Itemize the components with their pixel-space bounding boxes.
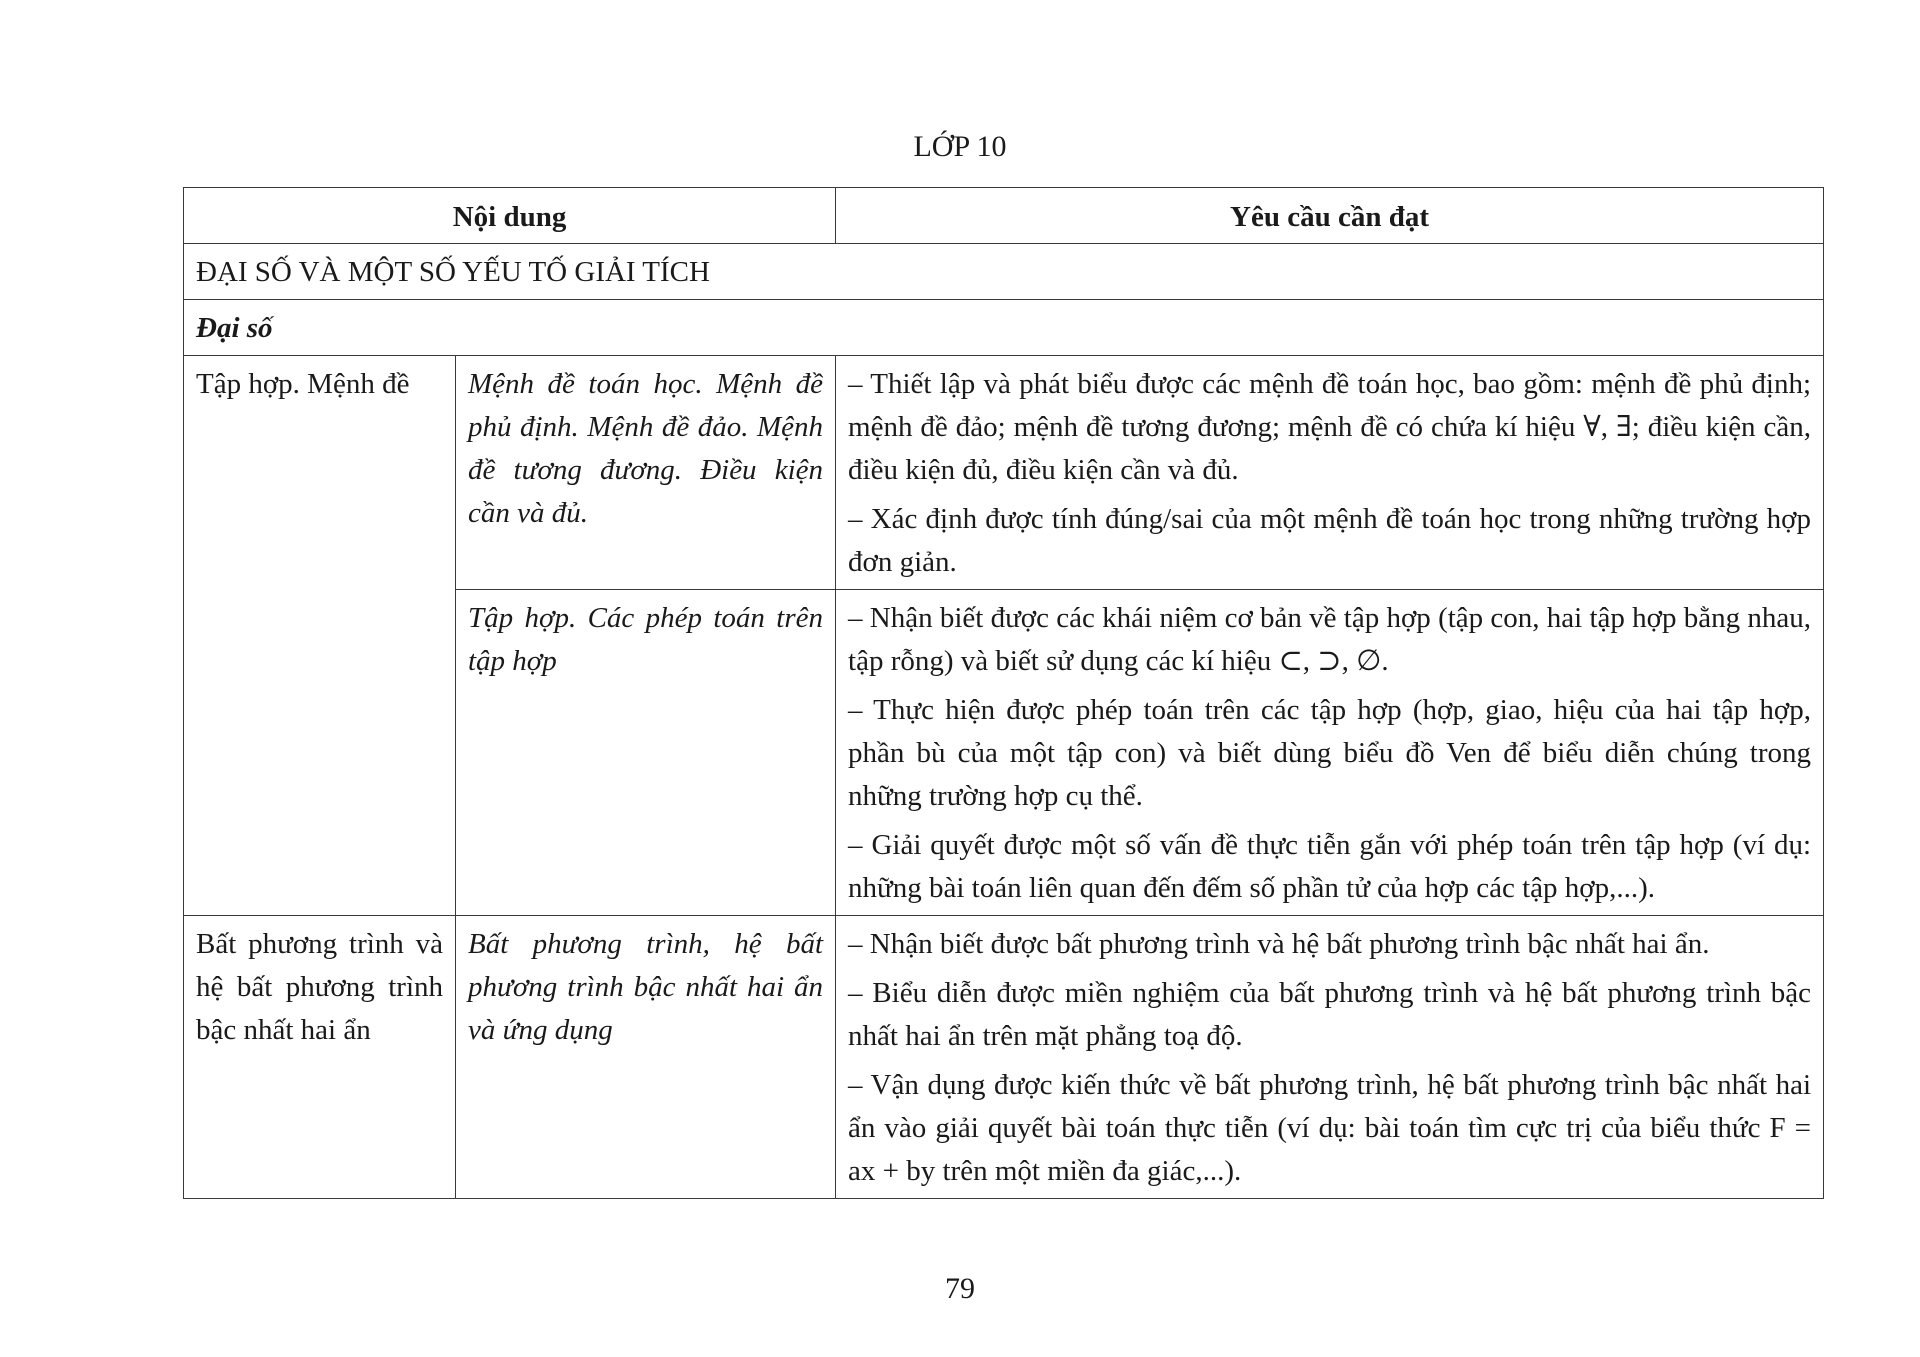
content-cell: Tập hợp. Các phép toán trên tập hợp <box>456 590 836 916</box>
header-requirement: Yêu cầu cần đạt <box>836 188 1824 244</box>
requirement-cell <box>836 590 1824 916</box>
page-title: LỚP 10 <box>913 130 1007 163</box>
requirement-item: – Biểu diễn được miền nghiệm của bất phương trình và hệ bất phương trình bậc nhất hai ẩn trên mặt phẳng toạ độ. <box>848 977 1812 1052</box>
requirement-cell <box>836 356 1824 590</box>
requirement-item: – Thực hiện được phép toán trên các tập hợp (hợp, giao, hiệu của hai tập hợp, phần bù của một tập con) và biết dùng biểu đồ Ven để biểu diễn chúng trong những trường hợp cụ thể. <box>848 694 1812 812</box>
table-row <box>184 356 1824 590</box>
requirement-item: – Nhận biết được bất phương trình và hệ bất phương trình bậc nhất hai ẩn. <box>848 928 1710 960</box>
topic-cell: Tập hợp. Mệnh đề <box>184 356 456 916</box>
requirement-item: – Nhận biết được các khái niệm cơ bản về tập hợp (tập con, hai tập hợp bằng nhau, tập rỗng) và biết sử dụng các kí hiệu ⊂, ⊃, ∅. <box>848 602 1812 677</box>
topic-cell: Bất phương trình và hệ bất phương trình bậc nhất hai ẩn <box>184 916 456 1199</box>
content-cell: Bất phương trình, hệ bất phương trình bậc nhất hai ẩn và ứng dụng <box>456 916 836 1199</box>
subsection-title: Đại số <box>184 300 1824 356</box>
subsection-row <box>184 300 1824 356</box>
section-title: ĐẠI SỐ VÀ MỘT SỐ YẾU TỐ GIẢI TÍCH <box>184 244 1824 300</box>
curriculum-table <box>183 187 1824 1199</box>
requirement-item: – Giải quyết được một số vấn đề thực tiễn gắn với phép toán trên tập hợp (ví dụ: những bài toán liên quan đến đếm số phần tử của hợp các tập hợp,...). <box>848 829 1812 904</box>
table-row <box>184 916 1824 1199</box>
requirement-cell <box>836 916 1824 1199</box>
requirement-item: – Thiết lập và phát biểu được các mệnh đề toán học, bao gồm: mệnh đề phủ định; mệnh đề đảo; mệnh đề tương đương; mệnh đề có chứa kí hiệu ∀, ∃; điều kiện cần, điều kiện đủ, điều kiện cần và đủ. <box>848 368 1812 486</box>
page-number: 79 <box>945 1272 975 1305</box>
content-cell: Mệnh đề toán học. Mệnh đề phủ định. Mệnh đề đảo. Mệnh đề tương đương. Điều kiện cần và đủ. <box>456 356 836 590</box>
table-header-row <box>184 188 1824 244</box>
requirement-item: – Xác định được tính đúng/sai của một mệnh đề toán học trong những trường hợp đơn giản. <box>848 503 1812 578</box>
requirement-item: – Vận dụng được kiến thức về bất phương trình, hệ bất phương trình bậc nhất hai ẩn vào giải quyết bài toán thực tiễn (ví dụ: bài toán tìm cực trị của biểu thức F = ax + by trên một miền đa giác,...). <box>848 1069 1812 1187</box>
header-content: Nội dung <box>184 188 836 244</box>
section-row <box>184 244 1824 300</box>
